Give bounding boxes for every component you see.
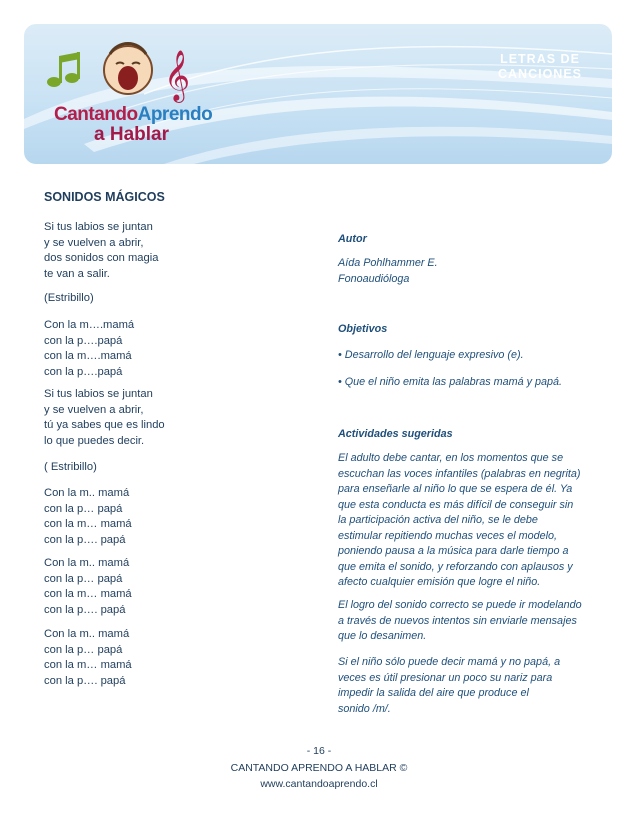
lyric-line: lo que puedes decir. [44, 434, 145, 447]
song-title: SONIDOS MÁGICOS [44, 190, 165, 204]
stanza-6 [44, 627, 132, 689]
lyric-line: con la p…. papá [44, 533, 126, 546]
lyric-line: con la p….papá [44, 365, 123, 378]
lyric-line: (Estribillo) [44, 292, 94, 304]
lyric-line: con la m… mamá [44, 518, 132, 530]
lyric-line: te van a salir. [44, 267, 110, 280]
lyric-line: Si tus labios se juntan [44, 221, 153, 233]
lyric-line: dos sonidos con magia [44, 252, 159, 264]
text-line: veces es útil presionar un poco su nariz para [338, 671, 553, 684]
objectives-heading: Objetivos [338, 323, 388, 335]
text-line: El adulto debe cantar, en los momentos que se [338, 452, 564, 464]
logo-wordmark-line2: a Hablar [94, 124, 169, 145]
logo-wordmark [54, 104, 212, 126]
lyric-line: Con la m.. mamá [44, 628, 130, 640]
footer-copyright: CANTANDO APRENDO A HABLAR © [230, 762, 408, 774]
music-note-icon [47, 52, 80, 87]
activities-paragraph-2 [338, 598, 600, 645]
text-line: para enseñarle al niño lo que se espera de él. Ya [338, 483, 573, 495]
logo-word-1: Cantando [54, 104, 138, 125]
logo-word-2: Aprendo [137, 104, 213, 125]
footer-website-link[interactable]: www.cantandoaprendo.cl [260, 778, 378, 790]
text-line: que lo desanimen. [338, 630, 427, 642]
lyric-line: y se vuelven a abrir, [44, 403, 144, 416]
chorus-marker-2 [44, 460, 97, 476]
author-role: Fonoaudióloga [338, 273, 410, 285]
lyric-line: con la p…. papá [44, 603, 126, 616]
lyric-line: con la p… papá [44, 572, 123, 585]
text-line: El logro del sonido correcto se puede ir modelando [338, 599, 582, 611]
text-line: que esta conducta es más difícil de conseguir sin [338, 498, 574, 511]
stanza-2 [44, 318, 134, 380]
activities-paragraph-1 [338, 451, 600, 591]
text-line: la participación activa del niño, se le debe [338, 514, 538, 526]
section-tag-line1: LETRAS DE [500, 52, 580, 66]
lyric-line: y se vuelven a abrir, [44, 236, 144, 249]
lyric-line: Con la m….mamá [44, 319, 135, 331]
text-line: que emita el sonido, y reforzando con aplausos y [338, 560, 573, 573]
lyric-line: con la m….mamá [44, 350, 132, 362]
lyric-line: con la m… mamá [44, 659, 132, 671]
text-line: afecto cualquier emisión que logre el niño. [338, 576, 541, 588]
text-line: poniendo pausa a la música para darle tiempo a [338, 545, 569, 557]
treble-clef-icon [164, 50, 190, 103]
section-tag [498, 52, 582, 82]
lyric-line: tú ya sabes que es lindo [44, 419, 165, 431]
stanza-3 [44, 387, 165, 449]
text-line: Si el niño sólo puede decir mamá y no papá, a [338, 656, 561, 668]
objective-item-2: • Que el niño emita las palabras mamá y papá. [338, 376, 563, 388]
svg-text:𝄞: 𝄞 [164, 50, 191, 101]
lyric-line: con la p…. papá [44, 674, 126, 687]
lyric-line: con la p… papá [44, 643, 123, 656]
stanza-1 [44, 220, 158, 282]
stanza-4 [44, 486, 132, 548]
lyric-line: Si tus labios se juntan [44, 388, 153, 400]
activities-heading: Actividades sugeridas [338, 428, 453, 440]
text-line: impedir la salida del aire que produce el [338, 687, 529, 699]
text-line: sonido /m/. [338, 702, 391, 715]
lyric-line: Con la m.. mamá [44, 557, 130, 569]
text-line: estimular repitiendo muchas veces el modelo, [338, 529, 558, 542]
header-band [24, 24, 612, 164]
page-number: - 16 - [306, 745, 332, 757]
lyric-line: con la p… papá [44, 502, 123, 515]
stanza-5 [44, 556, 132, 618]
activities-paragraph-3 [338, 655, 600, 717]
singing-child-icon [104, 44, 152, 95]
lyric-line: con la m… mamá [44, 588, 132, 600]
text-line: a través de nuevos intentos sin enviarle mensajes [338, 614, 577, 627]
text-line: escuchan las voces infantiles (palabras en negrita) [338, 467, 581, 480]
lyric-line: con la p….papá [44, 334, 123, 347]
author-heading: Autor [338, 233, 367, 245]
lyric-line: ( Estribillo) [44, 461, 97, 473]
author-name: Aída Pohlhammer E. [338, 257, 438, 269]
lyric-line: Con la m.. mamá [44, 487, 130, 499]
objective-item-1: • Desarrollo del lenguaje expresivo (e). [338, 349, 524, 361]
brand-logo [38, 34, 228, 154]
logo-illustration [38, 34, 228, 104]
chorus-marker-1 [44, 291, 94, 307]
section-tag-line2: CANCIONES [497, 67, 582, 81]
